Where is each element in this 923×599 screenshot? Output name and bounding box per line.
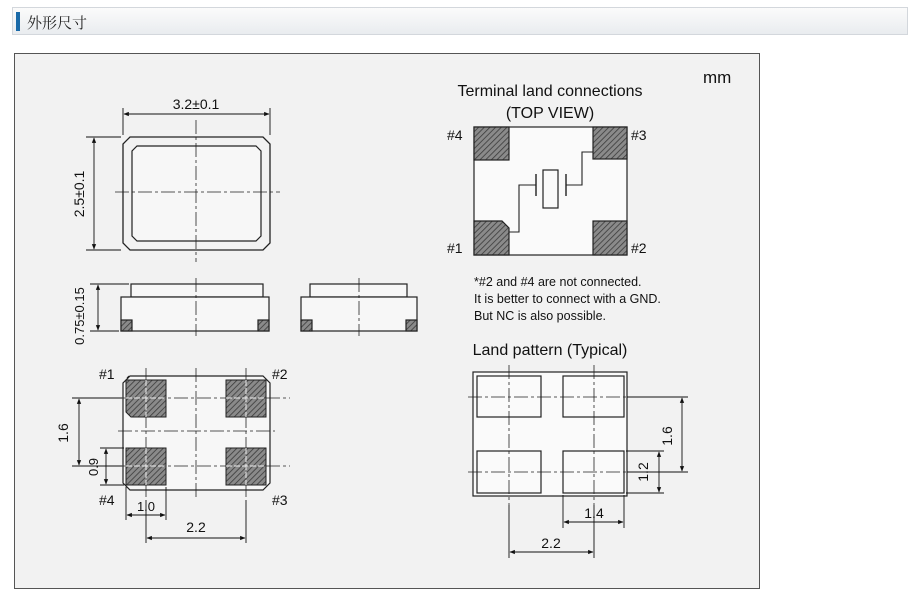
terminal-note-3: But NC is also possible. xyxy=(474,309,607,323)
package-side-view-right xyxy=(301,278,417,336)
bottom-pin-3-label: #3 xyxy=(272,492,288,508)
terminal-pin-1-label: #1 xyxy=(447,240,463,256)
land-pattern-diagram xyxy=(468,365,685,505)
terminal-pin-4-label: #4 xyxy=(447,127,463,143)
terminal-subtitle: (TOP VIEW) xyxy=(505,105,595,122)
height-dimension xyxy=(86,137,121,250)
land-pad-w-label: 1.4 xyxy=(584,505,604,521)
section-title: 外形尺寸 xyxy=(27,14,88,32)
pad-height-dimension xyxy=(100,448,124,485)
pad-pitch-v-label: 1.6 xyxy=(55,423,71,443)
land-pad-h-label: 1.2 xyxy=(635,462,651,482)
bottom-pin-4-label: #4 xyxy=(99,492,115,508)
pad-height-label: 0.9 xyxy=(86,457,101,477)
terminal-pin-2-label: #2 xyxy=(631,240,647,256)
package-top-view xyxy=(115,120,280,262)
terminal-title: Terminal land connections xyxy=(457,83,643,100)
package-side-view-front xyxy=(121,278,269,336)
pad-width-label: 1.0 xyxy=(136,499,156,514)
bottom-pin-2-label: #2 xyxy=(272,366,288,382)
height-dim-label: 2.5±0.1 xyxy=(71,170,87,218)
land-v-pitch-label: 1.6 xyxy=(659,426,675,446)
width-dim-label: 3.2±0.1 xyxy=(172,96,220,112)
thickness-dim-label: 0.75±0.15 xyxy=(72,287,87,345)
units-label: mm xyxy=(703,68,732,87)
land-h-pitch-label: 2.2 xyxy=(541,535,561,551)
terminal-diagram xyxy=(474,127,627,255)
land-v-pitch-dimension xyxy=(627,397,688,472)
bottom-pin-1-label: #1 xyxy=(99,366,115,382)
land-pattern-title: Land pattern (Typical) xyxy=(472,342,628,359)
pad-pitch-v-dimension xyxy=(72,398,122,466)
width-dimension xyxy=(123,108,270,135)
terminal-note-2: It is better to connect with a GND. xyxy=(474,292,661,306)
terminal-pin-3-label: #3 xyxy=(631,127,647,143)
pad-pitch-h-label: 2.2 xyxy=(186,519,206,535)
terminal-note-1: *#2 and #4 are not connected. xyxy=(474,275,642,289)
